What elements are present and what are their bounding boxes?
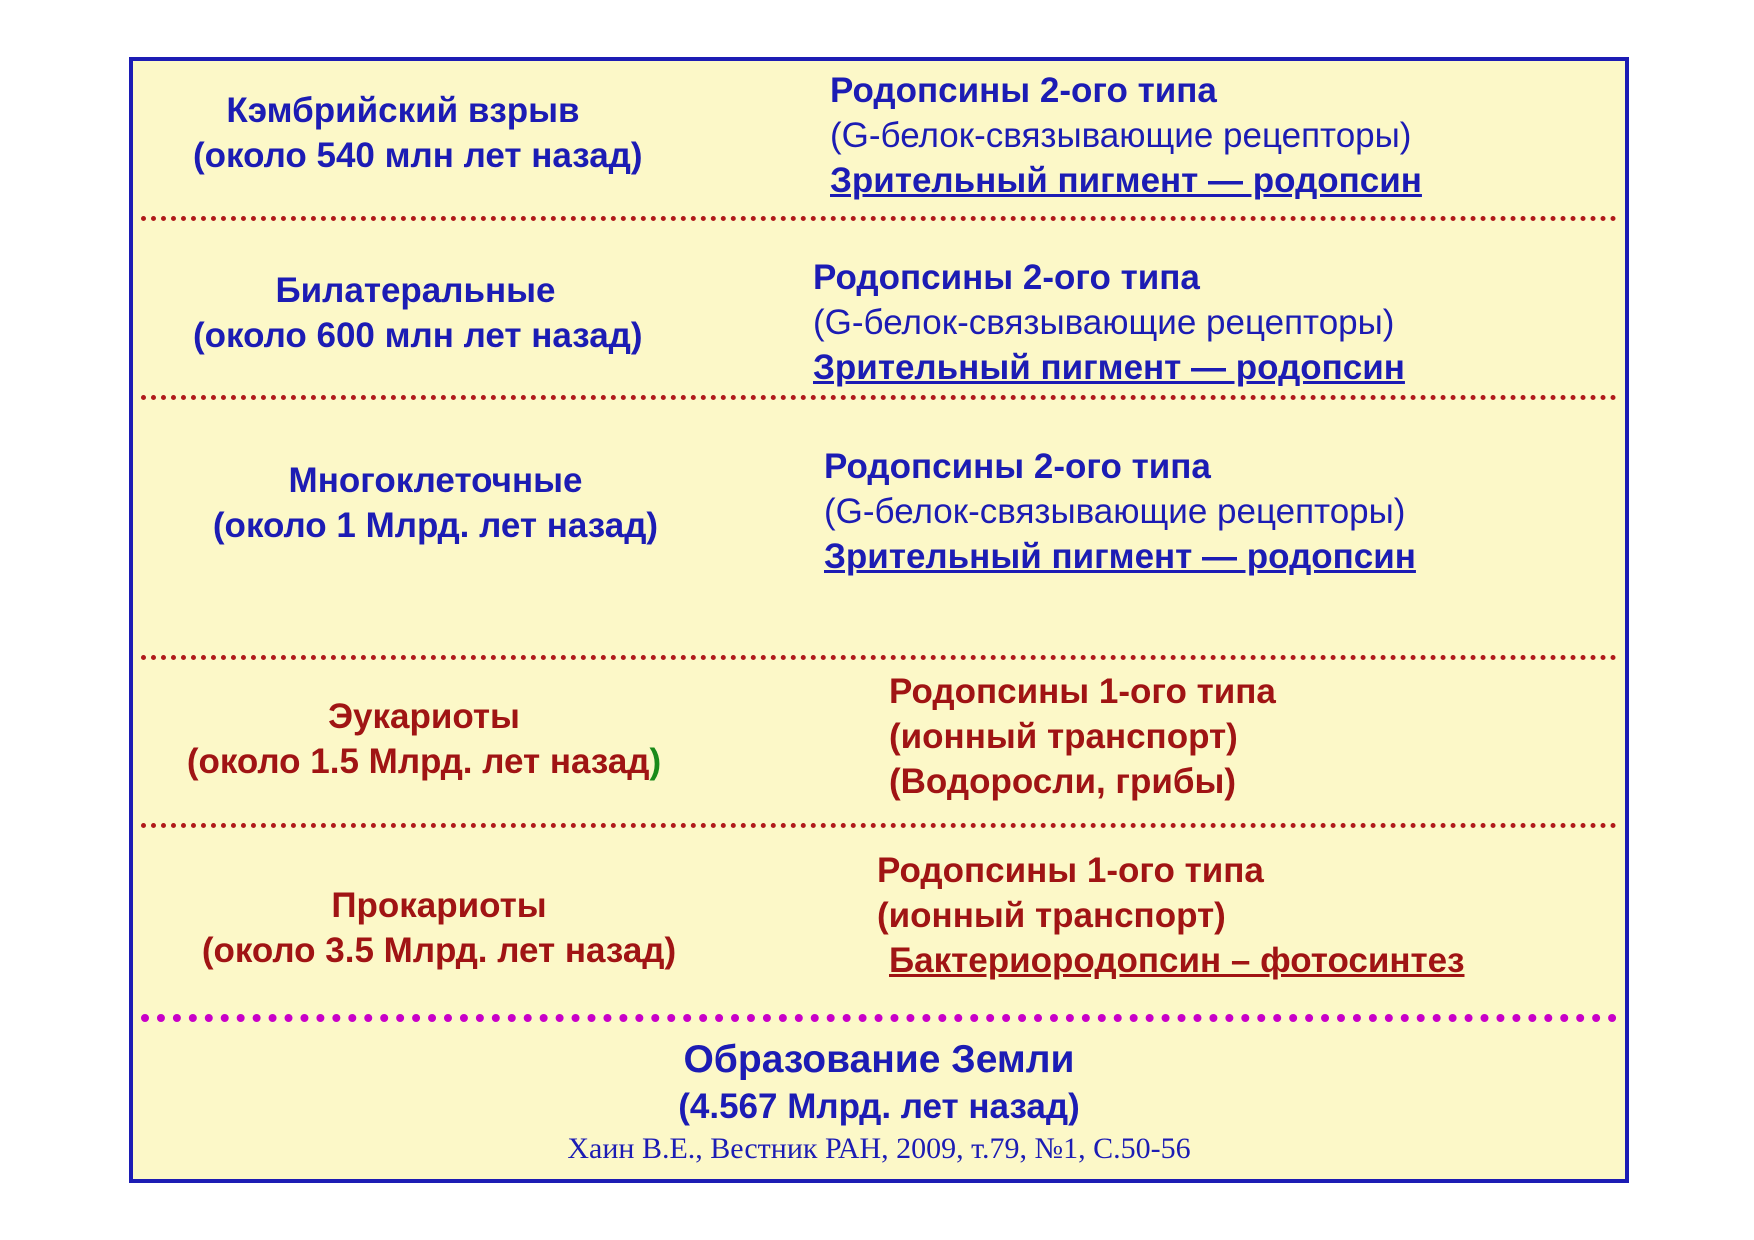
era-title: Кэмбрийский взрыв <box>226 91 580 130</box>
desc-line2: (G-белок-связывающие рецепторы) <box>824 492 1406 531</box>
era-time: (около 3.5 Млрд. лет назад) <box>201 931 677 970</box>
desc-line3: (Водоросли, грибы) <box>889 762 1237 801</box>
desc-cambrian <box>830 68 1422 203</box>
earth-formation <box>133 1036 1625 1169</box>
desc-line2: (ионный транспорт) <box>877 896 1226 935</box>
desc-bilateria <box>813 255 1405 390</box>
separator-dotted <box>141 395 1617 400</box>
desc-line3: Бактериородопсин – фотосинтез <box>889 941 1465 980</box>
separator-earth <box>141 1014 1617 1022</box>
citation: Хаин В.Е., Вестник РАН, 2009, т.79, №1, С.50-56 <box>567 1132 1191 1165</box>
desc-eukaryotes <box>889 669 1276 804</box>
era-time-line <box>169 739 679 784</box>
era-title: Прокариоты <box>331 886 547 925</box>
earth-time: (4.567 Млрд. лет назад) <box>678 1087 1080 1126</box>
era-time: (около 1.5 Млрд. лет назад <box>186 742 650 781</box>
desc-line2: (ионный транспорт) <box>889 717 1238 756</box>
era-time-close-paren: ) <box>649 742 662 781</box>
separator-dotted <box>141 655 1617 660</box>
separator-dotted <box>141 216 1617 221</box>
desc-title: Родопсины 2-ого типа <box>813 258 1200 297</box>
era-title: Многоклеточные <box>288 461 583 500</box>
era-bilateria <box>193 268 643 358</box>
desc-title: Родопсины 1-ого типа <box>889 672 1276 711</box>
era-prokaryotes <box>179 883 699 973</box>
era-multicellular <box>193 458 678 548</box>
era-title: Билатеральные <box>275 271 556 310</box>
era-time: (около 1 Млрд. лет назад) <box>212 506 659 545</box>
era-time: (около 540 млн лет назад) <box>193 136 643 175</box>
era-title: Эукариоты <box>328 697 520 736</box>
desc-line3: Зрительный пигмент — родопсин <box>813 348 1405 387</box>
desc-title: Родопсины 2-ого типа <box>830 71 1217 110</box>
separator-dotted <box>141 823 1617 828</box>
era-time: (около 600 млн лет назад) <box>193 316 643 355</box>
desc-line2: (G-белок-связывающие рецепторы) <box>830 116 1412 155</box>
desc-title: Родопсины 1-ого типа <box>877 851 1264 890</box>
earth-title: Образование Земли <box>683 1038 1075 1081</box>
timeline-frame <box>129 57 1629 1183</box>
desc-line2: (G-белок-связывающие рецепторы) <box>813 303 1395 342</box>
desc-title: Родопсины 2-ого типа <box>824 447 1211 486</box>
era-cambrian <box>193 88 643 178</box>
desc-line3: Зрительный пигмент — родопсин <box>830 161 1422 200</box>
desc-prokaryotes <box>877 848 1464 983</box>
era-eukaryotes <box>169 694 679 784</box>
desc-line3: Зрительный пигмент — родопсин <box>824 537 1416 576</box>
desc-multicellular <box>824 444 1416 579</box>
